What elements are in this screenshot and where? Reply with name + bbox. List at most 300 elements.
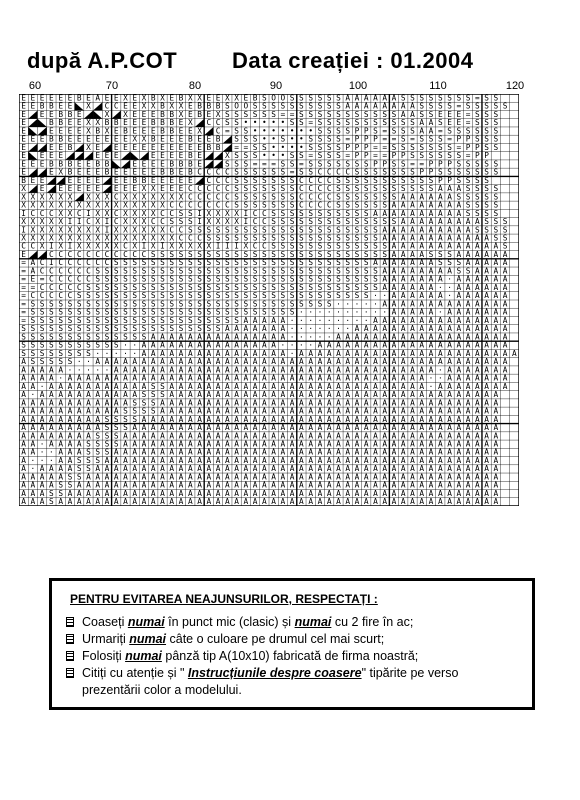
stitch-symbol: A <box>243 480 249 490</box>
stitch-symbol: A <box>447 497 452 506</box>
stitch-symbol: X <box>104 233 110 243</box>
stitch-symbol: S <box>280 208 286 218</box>
stitch-symbol: A <box>224 390 230 400</box>
stitch-symbol: X <box>30 225 36 235</box>
stitch-symbol: A <box>58 406 64 416</box>
stitch-symbol: A <box>373 447 378 457</box>
stitch-symbol: S <box>49 357 54 367</box>
stitch-symbol: S <box>271 258 276 268</box>
stitch-symbol: A <box>484 398 489 408</box>
stitch-symbol: A <box>215 348 221 358</box>
stitch-symbol: X <box>197 241 202 251</box>
stitch-symbol: A <box>21 373 26 383</box>
stitch-symbol: A <box>299 381 304 391</box>
stitch-symbol: B <box>169 109 175 119</box>
stitch-symbol: A <box>465 241 471 251</box>
stitch-symbol: S <box>224 282 230 292</box>
ruler-label: 100 <box>348 80 368 92</box>
stitch-symbol: X <box>21 217 26 227</box>
stitch-symbol: S <box>289 101 295 111</box>
stitch-symbol: S <box>113 324 119 334</box>
stitch-symbol: X <box>132 208 138 218</box>
stitch-symbol: A <box>39 472 45 482</box>
stitch-symbol: A <box>428 233 434 243</box>
stitch-symbol: S <box>224 266 230 276</box>
stitch-symbol: S <box>410 175 415 185</box>
stitch-symbol: S <box>234 233 239 243</box>
stitch-symbol: A <box>382 381 388 391</box>
stitch-symbol: A <box>67 398 73 408</box>
stitch-symbol: A <box>345 431 351 441</box>
stitch-symbol: A <box>21 431 26 441</box>
stitch-symbol: A <box>150 497 156 506</box>
stitch-symbol: S <box>308 142 314 152</box>
stitch-symbol: · <box>86 365 91 375</box>
stitch-symbol: A <box>456 274 462 284</box>
stitch-symbol: S <box>493 200 499 210</box>
stitch-symbol: A <box>224 340 230 350</box>
stitch-symbol: E <box>160 134 165 144</box>
stitch-symbol: E <box>160 151 165 161</box>
stitch-symbol: A <box>160 414 165 424</box>
stitch-symbol: E <box>30 134 36 144</box>
stitch-symbol: C <box>39 258 45 268</box>
stitch-symbol: E <box>21 109 26 119</box>
stitch-symbol: A <box>447 315 452 325</box>
stitch-symbol: S <box>465 266 471 276</box>
stitch-symbol: A <box>123 497 128 506</box>
stitch-symbol: = <box>289 109 295 119</box>
stitch-symbol: X <box>30 217 36 227</box>
stitch-symbol: S <box>123 299 128 309</box>
stitch-symbol: A <box>484 414 489 424</box>
stitch-symbol: A <box>113 472 119 482</box>
stitch-symbol: A <box>447 480 452 490</box>
stitch-symbol: E <box>49 126 54 136</box>
stitch-symbol: A <box>493 315 499 325</box>
stitch-symbol: S <box>67 480 73 490</box>
stitch-symbol: = <box>391 134 397 144</box>
stitch-symbol: A <box>419 447 425 457</box>
stitch-symbol: A <box>206 488 212 498</box>
stitch-symbol: A <box>410 217 415 227</box>
stitch-symbol: S <box>474 184 480 194</box>
stitch-symbol: X <box>132 225 138 235</box>
stitch-symbol: S <box>336 274 341 284</box>
stitch-symbol: A <box>308 357 314 367</box>
stitch-symbol: C <box>67 266 73 276</box>
stitch-symbol: S <box>206 233 212 243</box>
stitch-symbol: A <box>474 241 480 251</box>
stitch-symbol: A <box>400 332 406 342</box>
stitch-symbol: S <box>206 315 212 325</box>
stitch-symbol: S <box>58 307 64 317</box>
stitch-symbol: S <box>271 291 276 301</box>
stitch-symbol: A <box>465 340 471 350</box>
stitch-symbol: C <box>104 258 110 268</box>
stitch-symbol: X <box>123 94 128 103</box>
stitch-symbol: S <box>299 225 304 235</box>
stitch-symbol: A <box>197 332 202 342</box>
stitch-symbol: S <box>197 266 202 276</box>
stitch-symbol: A <box>437 217 443 227</box>
stitch-symbol: A <box>169 480 175 490</box>
stitch-symbol: A <box>354 431 360 441</box>
stitch-symbol: · <box>447 274 452 284</box>
stitch-symbol: C <box>224 167 230 177</box>
stitch-symbol: S <box>132 398 138 408</box>
stitch-symbol: A <box>95 414 101 424</box>
stitch-symbol: A <box>326 381 332 391</box>
stitch-symbol: S <box>456 126 462 136</box>
stitch-symbol: A <box>502 307 508 317</box>
stitch-symbol: A <box>76 373 82 383</box>
stitch-symbol: · <box>437 282 443 292</box>
stitch-symbol: · <box>345 307 351 317</box>
stitch-symbol: X <box>123 225 128 235</box>
stitch-symbol: A <box>428 406 434 416</box>
stitch-symbol: A <box>243 455 249 465</box>
stitch-symbol: A <box>382 406 388 416</box>
stitch-symbol: A <box>86 373 91 383</box>
stitch-symbol: A <box>391 282 397 292</box>
stitch-symbol: S <box>400 118 406 128</box>
stitch-symbol: = <box>21 291 26 301</box>
stitch-symbol: A <box>299 488 304 498</box>
stitch-symbol: E <box>150 151 156 161</box>
stitch-symbol: S <box>336 109 341 119</box>
stitch-symbol: C <box>58 266 64 276</box>
stitch-symbol: B <box>58 134 64 144</box>
stitch-symbol: B <box>215 142 221 152</box>
stitch-symbol: A <box>104 480 110 490</box>
stitch-symbol: A <box>493 282 499 292</box>
stitch-symbol: P <box>437 175 443 185</box>
stitch-symbol: S <box>336 134 341 144</box>
stitch-symbol: S <box>243 266 249 276</box>
stitch-symbol: S <box>113 266 119 276</box>
stitch-symbol: A <box>243 390 249 400</box>
stitch-symbol: C <box>86 249 91 259</box>
stitch-symbol: S <box>345 225 351 235</box>
stitch-symbol: A <box>345 480 351 490</box>
stitch-symbol: S <box>428 175 434 185</box>
stitch-symbol: · <box>123 340 128 350</box>
stitch-symbol: S <box>271 299 276 309</box>
stitch-symbol: E <box>215 94 221 103</box>
stitch-symbol: S <box>262 175 267 185</box>
stitch-symbol: A <box>493 472 499 482</box>
stitch-symbol: A <box>391 225 397 235</box>
stitch-symbol: A <box>317 340 323 350</box>
stitch-symbol: A <box>336 357 341 367</box>
stitch-symbol: A <box>308 439 314 449</box>
stitch-symbol: P <box>363 134 369 144</box>
stitch-symbol: = <box>30 282 36 292</box>
stitch-symbol: S <box>104 439 110 449</box>
stitch-symbol: E <box>95 151 101 161</box>
stitch-symbol: A <box>132 455 138 465</box>
stitch-symbol: A <box>280 406 286 416</box>
stitch-symbol: S <box>336 266 341 276</box>
stitch-symbol: A <box>382 390 388 400</box>
stitch-symbol: B <box>67 109 73 119</box>
stitch-symbol: B <box>141 175 147 185</box>
stitch-symbol: A <box>49 464 54 474</box>
stitch-symbol: A <box>419 200 425 210</box>
stitch-symbol: E <box>123 175 128 185</box>
stitch-symbol: A <box>447 307 452 317</box>
stitch-symbol: A <box>21 472 26 482</box>
stitch-symbol: S <box>326 282 332 292</box>
stitch-symbol: A <box>86 480 91 490</box>
stitch-symbol: A <box>95 357 101 367</box>
stitch-symbol: E <box>21 159 26 169</box>
stitch-symbol: · <box>308 340 314 350</box>
stitch-symbol: A <box>382 480 388 490</box>
stitch-symbol: E <box>76 159 82 169</box>
stitch-symbol: X <box>187 94 193 103</box>
stitch-symbol: A <box>30 266 36 276</box>
stitch-symbol: S <box>141 307 147 317</box>
stitch-symbol: A <box>456 324 462 334</box>
stitch-symbol: S <box>373 233 378 243</box>
stitch-symbol: A <box>493 381 499 391</box>
stitch-symbol: A <box>160 357 165 367</box>
stitch-symbol: A <box>456 406 462 416</box>
stitch-symbol: A <box>49 365 54 375</box>
stitch-symbol: S <box>437 258 443 268</box>
stitch-symbol: A <box>373 390 378 400</box>
stitch-symbol: I <box>160 241 165 251</box>
stitch-symbol: A <box>39 431 45 441</box>
stitch-symbol: = <box>419 159 425 169</box>
stitch-symbol: A <box>400 307 406 317</box>
stitch-symbol: A <box>132 390 138 400</box>
stitch-symbol: E <box>21 134 26 144</box>
stitch-symbol: C <box>123 241 128 251</box>
stitch-symbol <box>93 102 102 110</box>
stitch-symbol: A <box>39 390 45 400</box>
stitch-symbol: X <box>150 101 156 111</box>
stitch-symbol: S <box>317 109 323 119</box>
plain-text: Folosiți <box>82 649 126 663</box>
stitch-symbol: A <box>113 480 119 490</box>
stitch-symbol: A <box>160 439 165 449</box>
stitch-symbol: X <box>76 233 82 243</box>
stitch-symbol: A <box>419 348 425 358</box>
stitch-symbol: X <box>178 241 184 251</box>
stitch-symbol: A <box>410 488 415 498</box>
stitch-symbol: A <box>382 299 388 309</box>
stitch-symbol: E <box>39 184 45 194</box>
stitch-symbol: S <box>382 249 388 259</box>
stitch-symbol: A <box>187 414 193 424</box>
stitch-symbol: S <box>400 126 406 136</box>
stitch-symbol: C <box>197 233 202 243</box>
stitch-symbol: C <box>299 184 304 194</box>
stitch-symbol: A <box>363 497 369 506</box>
stitch-symbol: X <box>67 208 73 218</box>
stitch-symbol: A <box>132 365 138 375</box>
stitch-symbol: S <box>132 266 138 276</box>
stitch-symbol: A <box>373 332 378 342</box>
stitch-symbol: S <box>234 291 239 301</box>
stitch-symbol: A <box>465 258 471 268</box>
stitch-symbol: S <box>391 159 397 169</box>
stitch-symbol: A <box>373 414 378 424</box>
stitch-symbol: A <box>400 101 406 111</box>
stitch-symbol: X <box>95 233 101 243</box>
stitch-symbol: A <box>382 282 388 292</box>
stitch-symbol: A <box>308 423 314 433</box>
stitch-symbol: A <box>215 497 221 506</box>
stitch-symbol: S <box>160 324 165 334</box>
stitch-symbol: C <box>178 225 184 235</box>
stitch-symbol: S <box>30 315 36 325</box>
stitch-symbol: C <box>49 249 54 259</box>
stitch-symbol: A <box>456 398 462 408</box>
stitch-symbol: A <box>382 455 388 465</box>
stitch-symbol: S <box>160 266 165 276</box>
stitch-symbol: A <box>58 431 64 441</box>
stitch-symbol: A <box>391 324 397 334</box>
stitch-symbol: S <box>308 299 314 309</box>
stitch-symbol: A <box>474 365 480 375</box>
stitch-symbol: X <box>123 192 128 202</box>
stitch-symbol: A <box>400 324 406 334</box>
stitch-symbol: S <box>373 200 378 210</box>
stitch-symbol: S <box>178 258 184 268</box>
stitch-symbol: S <box>67 307 73 317</box>
stitch-symbol: S <box>95 299 101 309</box>
stitch-symbol: A <box>141 488 147 498</box>
stitch-symbol: S <box>30 357 36 367</box>
stitch-symbol: X <box>86 192 91 202</box>
stitch-symbol: A <box>363 381 369 391</box>
stitch-symbol: A <box>178 340 184 350</box>
stitch-symbol: S <box>308 94 314 103</box>
stitch-symbol: E <box>58 142 64 152</box>
stitch-symbol: A <box>326 373 332 383</box>
stitch-symbol: A <box>21 390 26 400</box>
stitch-symbol: B <box>113 118 119 128</box>
stitch-symbol: A <box>410 208 415 218</box>
stitch-symbol: A <box>234 406 239 416</box>
stitch-symbol: A <box>317 406 323 416</box>
stitch-symbol: S <box>326 258 332 268</box>
stitch-symbol: X <box>76 241 82 251</box>
stitch-symbol: E <box>21 126 26 136</box>
stitch-symbol: • <box>262 118 267 128</box>
stitch-symbol: E <box>67 134 73 144</box>
stitch-symbol: S <box>206 266 212 276</box>
stitch-symbol: A <box>400 423 406 433</box>
stitch-symbol: S <box>271 217 276 227</box>
stitch-symbol: S <box>49 324 54 334</box>
stitch-symbol: A <box>95 381 101 391</box>
stitch-symbol: A <box>465 217 471 227</box>
stitch-symbol: A <box>474 332 480 342</box>
stitch-symbol: S <box>363 192 369 202</box>
stitch-symbol: A <box>354 373 360 383</box>
stitch-symbol: = <box>224 126 230 136</box>
stitch-symbol: A <box>224 373 230 383</box>
stitch-symbol: E <box>76 134 82 144</box>
stitch-symbol: S <box>437 249 443 259</box>
stitch-symbol: A <box>76 480 82 490</box>
stitch-symbol: S <box>178 315 184 325</box>
stitch-symbol: A <box>336 390 341 400</box>
stitch-symbol: A <box>271 455 276 465</box>
stitch-symbol: S <box>215 291 221 301</box>
stitch-symbol: S <box>243 291 249 301</box>
stitch-symbol: A <box>419 423 425 433</box>
stitch-symbol: A <box>317 365 323 375</box>
stitch-symbol: A <box>419 324 425 334</box>
stitch-symbol: A <box>160 340 165 350</box>
stitch-symbol: S <box>104 340 110 350</box>
stitch-symbol: C <box>150 217 156 227</box>
stitch-symbol: S <box>484 192 489 202</box>
stitch-symbol: A <box>410 109 415 119</box>
stitch-symbol: A <box>400 249 406 259</box>
stitch-symbol: S <box>234 175 239 185</box>
stitch-symbol: A <box>49 406 54 416</box>
stitch-symbol: S <box>234 266 239 276</box>
stitch-symbol: A <box>234 365 239 375</box>
stitch-symbol: A <box>447 464 452 474</box>
stitch-symbol: S <box>308 282 314 292</box>
stitch-symbol: C <box>215 200 221 210</box>
stitch-symbol: S <box>373 118 378 128</box>
stitch-symbol: S <box>280 266 286 276</box>
stitch-symbol: A <box>317 398 323 408</box>
stitch-symbol: A <box>373 365 378 375</box>
stitch-symbol: A <box>215 373 221 383</box>
stitch-symbol: E <box>132 159 138 169</box>
stitch-symbol: A <box>400 472 406 482</box>
stitch-symbol: A <box>243 365 249 375</box>
stitch-symbol: S <box>400 94 406 103</box>
stitch-symbol: X <box>150 192 156 202</box>
stitch-symbol: E <box>150 175 156 185</box>
stitch-symbol: S <box>234 282 239 292</box>
stitch-symbol: A <box>474 258 480 268</box>
stitch-symbol: X <box>104 126 110 136</box>
stitch-symbol: A <box>474 249 480 259</box>
stitch-symbol: A <box>123 398 128 408</box>
stitch-symbol: A <box>271 381 276 391</box>
stitch-symbol: X <box>86 126 91 136</box>
stitch-symbol: A <box>141 340 147 350</box>
stitch-symbol: A <box>39 406 45 416</box>
stitch-symbol: C <box>215 118 221 128</box>
stitch-symbol: B <box>160 101 165 111</box>
stitch-symbol: A <box>187 439 193 449</box>
stitch-symbol: S <box>160 282 165 292</box>
stitch-symbol: S <box>234 274 239 284</box>
stitch-symbol: S <box>484 225 489 235</box>
stitch-symbol: S <box>178 217 184 227</box>
stitch-symbol: A <box>410 266 415 276</box>
stitch-symbol: C <box>76 274 82 284</box>
stitch-symbol: A <box>474 390 480 400</box>
stitch-symbol: A <box>113 357 119 367</box>
stitch-symbol: A <box>465 406 471 416</box>
stitch-symbol: A <box>280 348 286 358</box>
stitch-symbol: X <box>123 109 128 119</box>
